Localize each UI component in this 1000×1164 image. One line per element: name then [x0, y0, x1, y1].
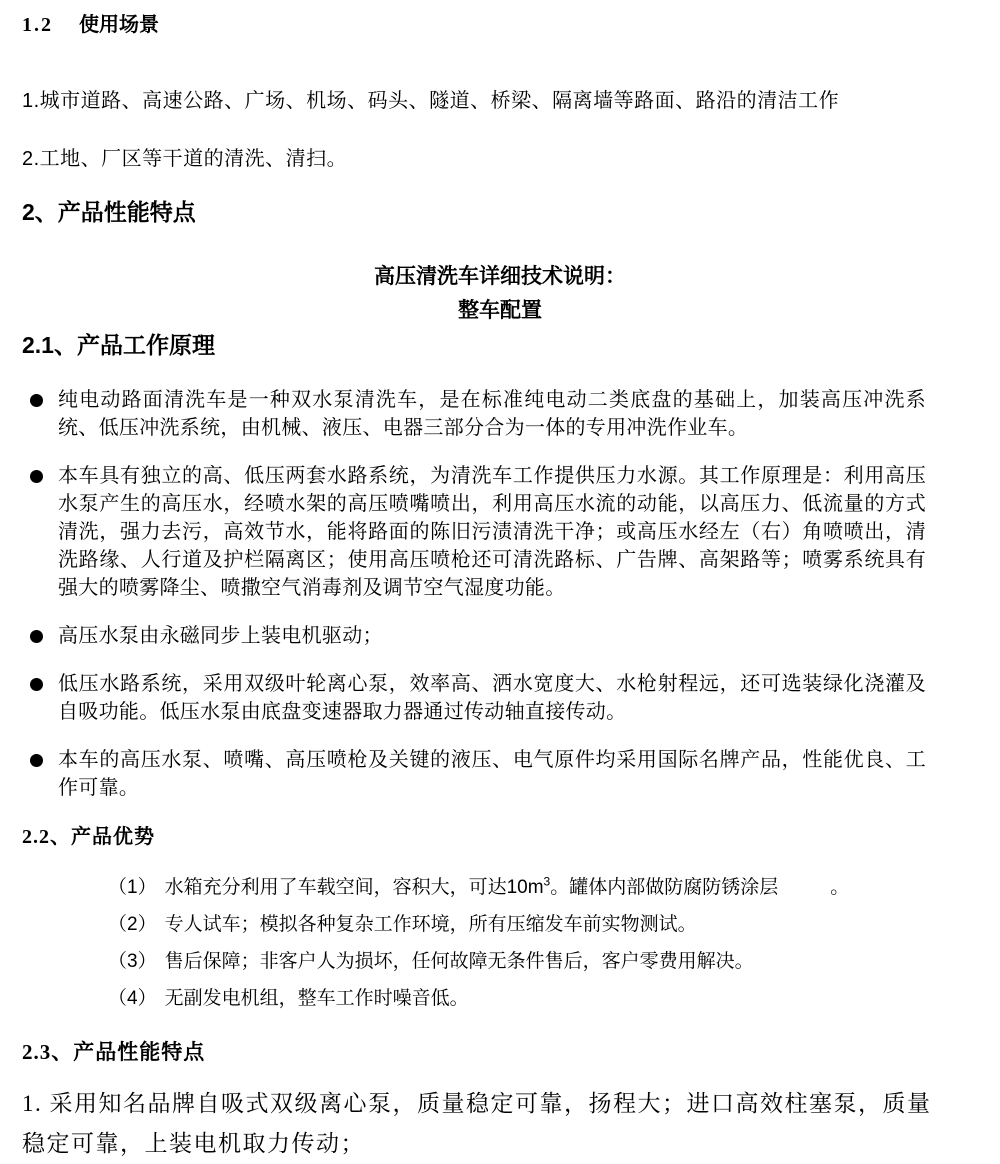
item-number: （1） — [108, 877, 157, 898]
usage-scenario-line-2: 2.工地、厂区等干道的清洗、清扫。 — [22, 148, 348, 170]
item-number: （2） — [108, 914, 157, 935]
item-text: 。罐体内部做防腐防锈涂层 — [550, 877, 779, 898]
section-heading-2-1: 2.1、产品工作原理 — [22, 332, 215, 358]
section-title: 使用场景 — [79, 14, 159, 36]
item-number: （4） — [108, 988, 157, 1009]
center-subtitle: 整车配置 — [458, 299, 542, 322]
usage-scenario-line-1: 1.城市道路、高速公路、广场、机场、码头、隧道、桥梁、隔离墙等路面、路沿的清洁工作 — [22, 90, 840, 112]
item-text: 无副发电机组，整车工作时噪音低。 — [164, 988, 469, 1009]
item-text-tail: 。 — [830, 877, 850, 898]
bullet-icon — [30, 678, 43, 691]
list-item — [30, 386, 935, 442]
bullet-text: 低压水路系统，采用双级叶轮离心泵，效率高、洒水宽度大、水枪射程远，还可选装绿化浇灌及自吸功能。低压水泵由底盘变速器取力器通过传动轴直接传动。 — [58, 673, 926, 723]
section-heading-1-2 — [22, 8, 159, 37]
item-text: 水箱充分利用了车载空间，容积大，可达10m — [164, 877, 544, 898]
superscript-3: 3 — [543, 874, 551, 889]
list-item — [108, 906, 849, 943]
list-item — [108, 980, 849, 1017]
item-text: 售后保障；非客户人为损坏，任何故障无条件售后，客户零费用解决。 — [164, 951, 754, 972]
section-heading-2-3: 2.3、产品性能特点 — [22, 1040, 206, 1064]
section-heading-2-2: 2.2、产品优势 — [22, 826, 155, 848]
list-item — [108, 943, 849, 980]
working-principle-list — [30, 386, 935, 822]
list-item — [30, 622, 935, 650]
bullet-icon — [30, 394, 43, 407]
section-heading-2: 2、产品性能特点 — [22, 199, 196, 225]
section-number: 1.2 — [22, 14, 53, 36]
center-title: 高压清洗车详细技术说明： — [374, 265, 626, 288]
performance-feature-paragraph: 1. 采用知名品牌自吸式双级离心泵，质量稳定可靠，扬程大；进口高效柱塞泵，质量稳定可靠，上装电机取力传动； — [22, 1091, 932, 1156]
item-number: （3） — [108, 951, 157, 972]
bullet-text: 高压水泵由永磁同步上装电机驱动； — [58, 625, 383, 647]
bullet-icon — [30, 754, 43, 767]
bullet-text: 本车的高压水泵、喷嘴、高压喷枪及关键的液压、电气原件均采用国际名牌产品，性能优良、工作可靠。 — [58, 749, 926, 799]
list-item — [108, 869, 849, 906]
item-text: 专人试车；模拟各种复杂工作环境，所有压缩发车前实物测试。 — [164, 914, 697, 935]
bullet-text: 本车具有独立的高、低压两套水路系统，为清洗车工作提供压力水源。其工作原理是：利用高压水泵产生的高压水，经喷水架的高压喷嘴喷出，利用高压水流的动能，以高压力、低流量的方式清洗，强力去污，高效节水，能将路面的陈旧污渍清洗干净；或高压水经左（右）角喷喷出，清洗路缘、人行道及护栏隔离区；使用高压喷枪还可清洗路标、广告牌、高架路等；喷雾系统具有强大的喷雾降尘、喷撒空气消毒剂及调节空气湿度功能。 — [58, 465, 926, 599]
bullet-icon — [30, 470, 43, 483]
list-item — [30, 462, 935, 602]
bullet-icon — [30, 630, 43, 643]
list-item — [30, 746, 935, 802]
advantage-list — [108, 869, 849, 1017]
list-item — [30, 670, 935, 726]
bullet-text: 纯电动路面清洗车是一种双水泵清洗车，是在标准纯电动二类底盘的基础上，加装高压冲洗系统、低压冲洗系统，由机械、液压、电器三部分合为一体的专用冲洗作业车。 — [58, 389, 926, 439]
